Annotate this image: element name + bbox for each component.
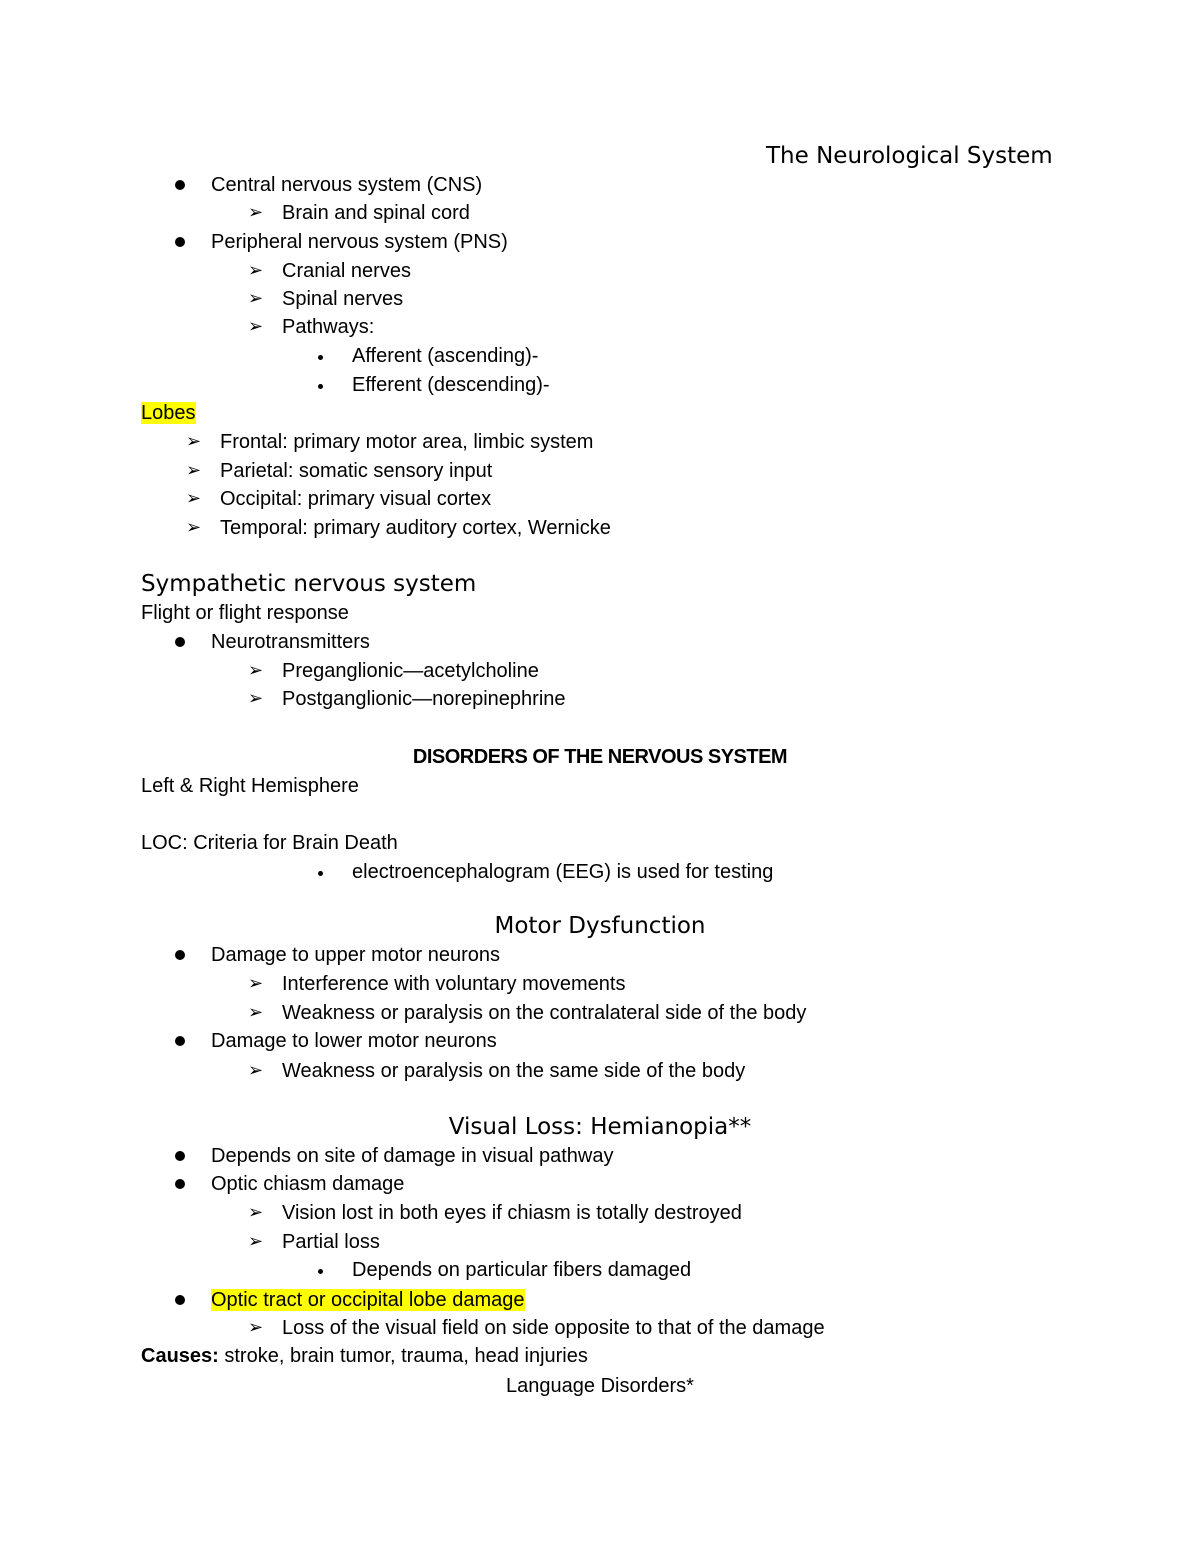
arrow-bullet-icon: ➢ — [248, 1202, 264, 1223]
small-bullet-icon — [318, 1269, 323, 1274]
list-item: Weakness or paralysis on the same side of the body — [282, 1060, 746, 1082]
arrow-bullet-icon: ➢ — [186, 431, 202, 452]
arrow-bullet-icon: ➢ — [248, 1317, 264, 1338]
arrow-bullet-icon: ➢ — [248, 1231, 264, 1252]
list-item: Pathways: — [282, 316, 375, 338]
list-item: Damage to lower motor neurons — [211, 1030, 497, 1052]
section-heading: Language Disorders* — [506, 1375, 694, 1397]
arrow-bullet-icon: ➢ — [248, 688, 264, 709]
section-heading: Motor Dysfunction — [494, 913, 706, 939]
list-item: electroencephalogram (EEG) is used for testing — [352, 861, 774, 883]
list-item: Occipital: primary visual cortex — [220, 488, 492, 510]
section-heading: Sympathetic nervous system — [141, 571, 477, 597]
bullet-icon — [175, 180, 185, 190]
causes-label: Causes: — [141, 1345, 219, 1367]
list-item: Parietal: somatic sensory input — [220, 460, 493, 482]
list-item: Frontal: primary motor area, limbic system — [220, 431, 594, 453]
list-item-highlighted: Optic tract or occipital lobe damage — [211, 1289, 525, 1311]
arrow-bullet-icon: ➢ — [186, 488, 202, 509]
list-item: Brain and spinal cord — [282, 202, 470, 224]
arrow-bullet-icon: ➢ — [186, 517, 202, 538]
lobes-label: Lobes — [141, 402, 196, 424]
causes-line — [141, 1342, 588, 1370]
list-item: Central nervous system (CNS) — [211, 174, 483, 196]
text-line: Left & Right Hemisphere — [141, 775, 359, 797]
list-item: Afferent (ascending)- — [352, 345, 539, 367]
list-item: Temporal: primary auditory cortex, Wernicke — [220, 517, 611, 539]
bullet-icon — [175, 637, 185, 647]
small-bullet-icon — [318, 871, 323, 876]
bullet-icon — [175, 1179, 185, 1189]
list-item: Weakness or paralysis on the contralateral side of the body — [282, 1002, 807, 1024]
bullet-icon — [175, 1036, 185, 1046]
text-line: LOC: Criteria for Brain Death — [141, 832, 398, 854]
arrow-bullet-icon: ➢ — [248, 288, 264, 309]
arrow-bullet-icon: ➢ — [248, 660, 264, 681]
bullet-icon — [175, 1151, 185, 1161]
list-item: Peripheral nervous system (PNS) — [211, 231, 508, 253]
arrow-bullet-icon: ➢ — [186, 460, 202, 481]
arrow-bullet-icon: ➢ — [248, 260, 264, 281]
bullet-icon — [175, 237, 185, 247]
small-bullet-icon — [318, 384, 323, 389]
small-bullet-icon — [318, 355, 323, 360]
list-item: Interference with voluntary movements — [282, 973, 626, 995]
section-subtitle: Flight or flight response — [141, 602, 349, 624]
arrow-bullet-icon: ➢ — [248, 316, 264, 337]
arrow-bullet-icon: ➢ — [248, 1060, 264, 1081]
bullet-icon — [175, 1295, 185, 1305]
list-item: Vision lost in both eyes if chiasm is totally destroyed — [282, 1202, 742, 1224]
list-item: Depends on site of damage in visual pathway — [211, 1145, 614, 1167]
bullet-icon — [175, 950, 185, 960]
list-item: Preganglionic—acetylcholine — [282, 660, 539, 682]
arrow-bullet-icon: ➢ — [248, 973, 264, 994]
section-heading: Visual Loss: Hemianopia** — [448, 1114, 752, 1140]
causes-text: stroke, brain tumor, trauma, head injuries — [218, 1345, 588, 1367]
list-item: Cranial nerves — [282, 260, 411, 282]
list-item: Loss of the visual field on side opposite to that of the damage — [282, 1317, 825, 1339]
section-heading: DISORDERS OF THE NERVOUS SYSTEM — [412, 746, 788, 768]
list-item: Spinal nerves — [282, 288, 404, 310]
list-item: Efferent (descending)- — [352, 374, 550, 396]
list-item: Postganglionic—norepinephrine — [282, 688, 566, 710]
list-item: Damage to upper motor neurons — [211, 944, 501, 966]
arrow-bullet-icon: ➢ — [248, 202, 264, 223]
page-title: The Neurological System — [766, 143, 1053, 169]
list-item: Depends on particular fibers damaged — [352, 1259, 692, 1281]
list-item: Partial loss — [282, 1231, 380, 1253]
arrow-bullet-icon: ➢ — [248, 1002, 264, 1023]
list-item: Optic chiasm damage — [211, 1173, 405, 1195]
list-item: Neurotransmitters — [211, 631, 370, 653]
